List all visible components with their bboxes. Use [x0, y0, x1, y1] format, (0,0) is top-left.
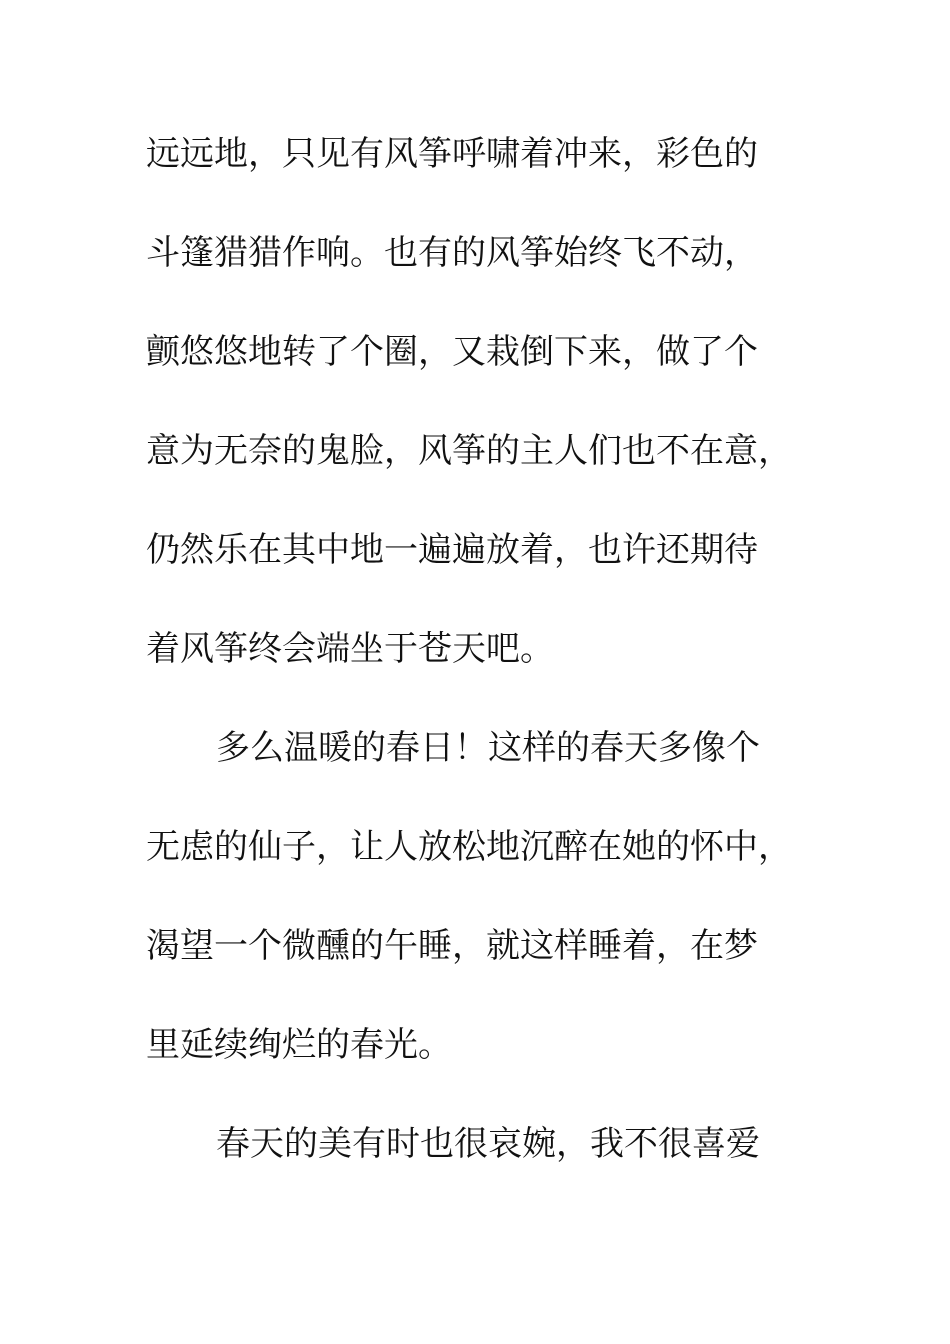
text-line: 斗篷猎猎作响。也有的风筝始终飞不动，	[146, 233, 758, 273]
text-line: 仍然乐在其中地一遍遍放着，也许还期待	[146, 530, 758, 570]
paragraph-start-line: 多么温暖的春日！这样的春天多像个	[216, 728, 760, 768]
text-line: 颤悠悠地转了个圈，又栽倒下来，做了个	[146, 332, 758, 372]
text-line: 渴望一个微醺的午睡，就这样睡着，在梦	[146, 926, 758, 966]
text-line: 里延续绚烂的春光。	[146, 1025, 452, 1065]
text-line: 远远地，只见有风筝呼啸着冲来，彩色的	[146, 134, 758, 174]
text-line: 着风筝终会端坐于苍天吧。	[146, 629, 554, 669]
text-line: 无虑的仙子，让人放松地沉醉在她的怀中，	[146, 827, 792, 867]
text-line: 意为无奈的鬼脸，风筝的主人们也不在意，	[146, 431, 792, 471]
paragraph-start-line: 春天的美有时也很哀婉，我不很喜爱	[216, 1124, 760, 1164]
